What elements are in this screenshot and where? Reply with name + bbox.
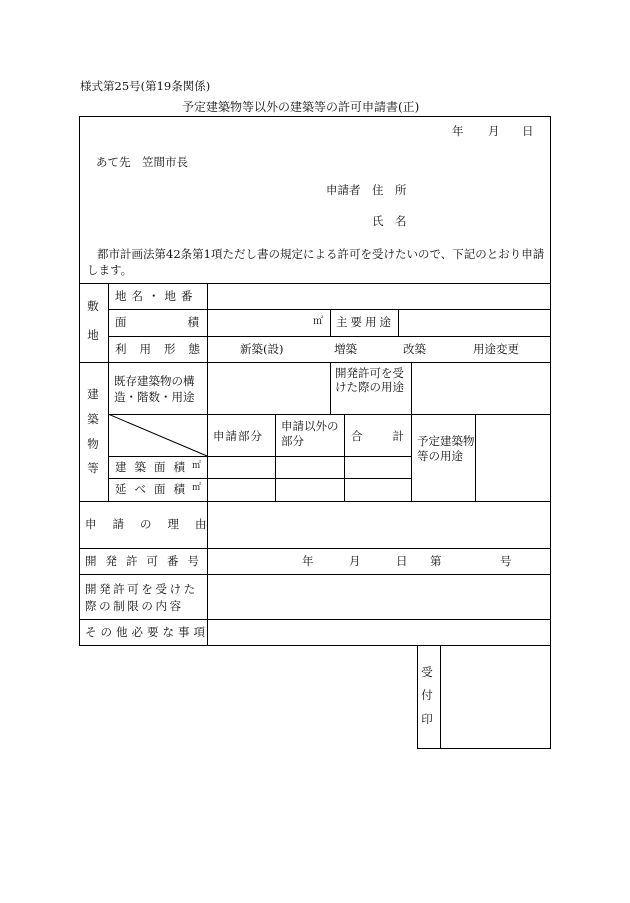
area-unit: ㎡ bbox=[313, 316, 323, 327]
usage-rebuild: 改築 bbox=[403, 342, 426, 356]
usage-extension: 増築 bbox=[334, 342, 357, 356]
reason-label: 申請の理由 bbox=[85, 517, 223, 531]
diagonal-line bbox=[108, 414, 208, 457]
rule bbox=[344, 414, 345, 501]
permit-no-label: 開発許可番号 bbox=[85, 554, 208, 568]
rule bbox=[275, 414, 276, 501]
building-area-label: 建築面積 bbox=[115, 460, 193, 474]
border-top bbox=[79, 116, 551, 117]
permit-month: 月 bbox=[349, 554, 361, 568]
existing-building-label: 既存建築物の構造・階数・用途 bbox=[114, 374, 195, 404]
rule bbox=[108, 283, 109, 501]
rule bbox=[108, 478, 411, 479]
building-group-label: 建 築 物 等 bbox=[87, 387, 99, 476]
zoning-label: 主要用途 bbox=[336, 315, 394, 329]
form-title: 予定建築物等以外の建築等の許可申請書(正) bbox=[182, 100, 420, 114]
col-applied: 申請部分 bbox=[213, 429, 263, 443]
rule bbox=[79, 574, 551, 575]
floor-area-label: 延べ面積 bbox=[115, 482, 193, 496]
usage-new: 新築(設) bbox=[240, 342, 284, 356]
rule bbox=[398, 309, 399, 336]
addressee: あて先 笠間市長 bbox=[96, 155, 188, 169]
usage-label: 利用形態 bbox=[115, 342, 213, 356]
rule bbox=[79, 362, 551, 363]
permit-year: 年 bbox=[302, 554, 314, 568]
rule bbox=[79, 283, 551, 284]
rule bbox=[417, 748, 551, 749]
rule bbox=[330, 362, 331, 414]
date-year: 年 bbox=[452, 124, 464, 138]
permit-no-prefix: 第 bbox=[430, 554, 442, 568]
site-group-label: 敷 地 bbox=[87, 299, 99, 342]
rule bbox=[330, 309, 331, 336]
permit-day: 日 bbox=[396, 554, 408, 568]
rule bbox=[108, 336, 551, 337]
rule bbox=[411, 362, 412, 501]
applicant-label: 申請者 bbox=[326, 183, 361, 197]
planned-use-label: 予定建築物等の用途 bbox=[417, 434, 475, 463]
name-label: 氏 名 bbox=[372, 214, 407, 228]
statement: 都市計画法第42条第1項ただし書の規定による許可を受けたいので、下記のとおり申請します。 bbox=[87, 247, 545, 277]
reception-stamp-label: 受 付 印 bbox=[421, 665, 433, 726]
rule bbox=[79, 548, 551, 549]
border-left bbox=[79, 116, 80, 645]
building-area-unit: ㎡ bbox=[192, 461, 202, 471]
form-number: 様式第25号(第19条関係) bbox=[80, 79, 211, 93]
rule bbox=[207, 283, 208, 645]
dev-use-label: 開発許可を受けた際の用途 bbox=[335, 366, 404, 394]
col-other: 申請以外の部分 bbox=[281, 419, 339, 448]
border-right bbox=[550, 116, 551, 749]
date-day: 日 bbox=[522, 124, 534, 138]
other-label: その他必要な事項 bbox=[85, 625, 209, 639]
usage-change: 用途変更 bbox=[473, 342, 519, 356]
reception-stamp-area[interactable] bbox=[441, 646, 550, 748]
lot-label: 地名・地番 bbox=[115, 289, 198, 303]
rule bbox=[417, 645, 418, 749]
area-label: 面 積 bbox=[115, 315, 199, 329]
rule bbox=[79, 501, 551, 502]
address-label: 住 所 bbox=[372, 183, 407, 197]
floor-area-unit: ㎡ bbox=[192, 483, 202, 493]
permit-no-suffix: 号 bbox=[500, 554, 512, 568]
date-month: 月 bbox=[488, 124, 500, 138]
restriction-label: 開発許可を受けた際の制限の内容 bbox=[85, 582, 198, 613]
rule bbox=[79, 619, 551, 620]
col-total: 合 計 bbox=[351, 429, 404, 443]
